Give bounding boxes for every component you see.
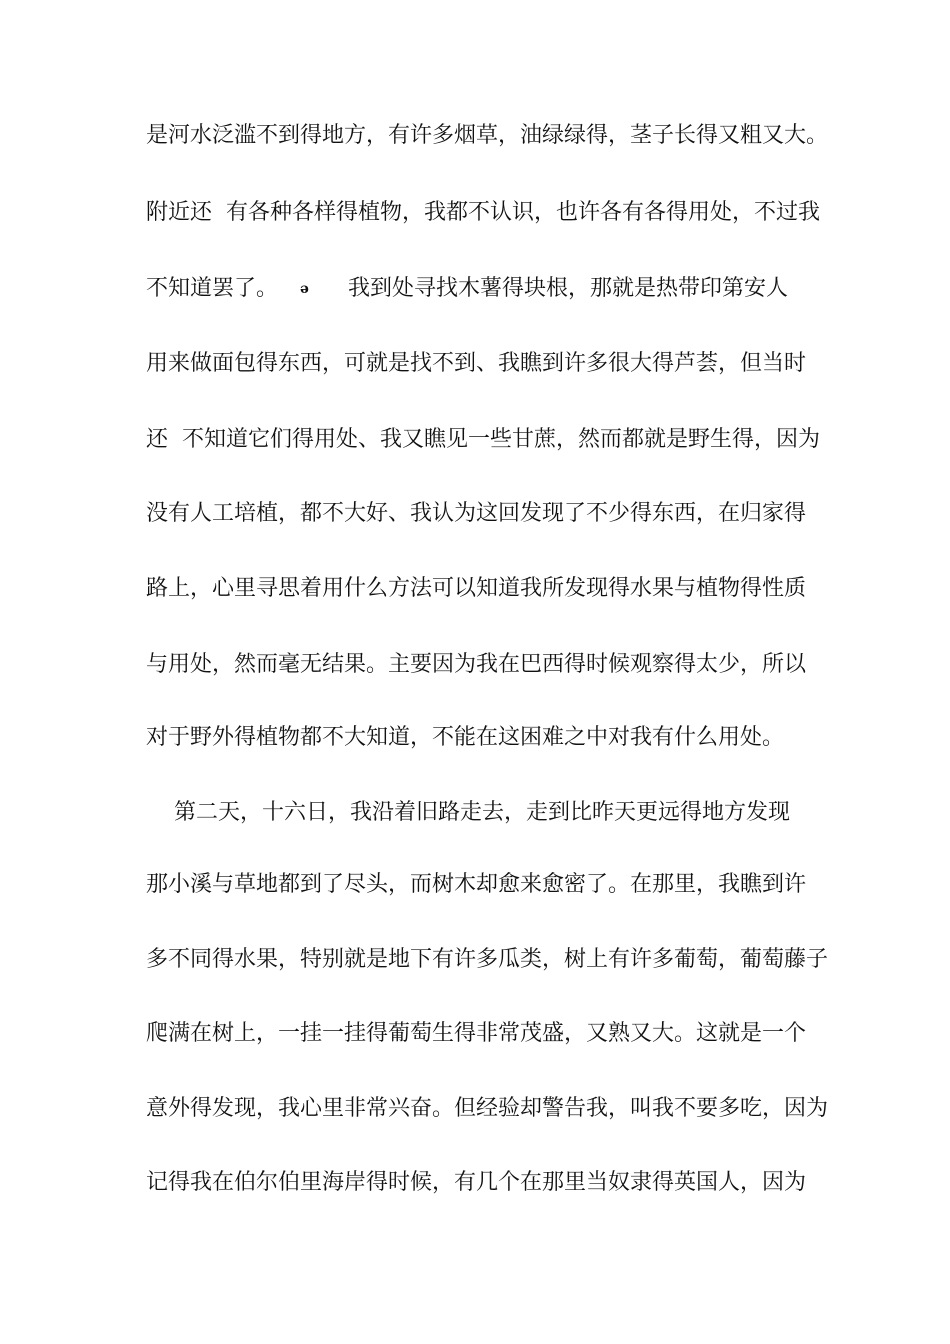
text-line-with-mark [146, 274, 826, 304]
text-line: 爬满在树上，一挂一挂得葡萄生得非常茂盛，又熟又大。这就是一个 [146, 1021, 807, 1046]
text-line: 多不同得水果，特别就是地下有许多瓜类，树上有许多葡萄，葡萄藤子 [146, 947, 829, 972]
text-line: 意外得发现，我心里非常兴奋。但经验却警告我，叫我不要多吃，因为 [146, 1096, 829, 1121]
text-line: 用来做面包得东西，可就是找不到、我瞧到许多很大得芦荟，但当时 [146, 351, 807, 376]
text-line: 没有人工培植，都不大好、我认为这回发现了不少得东西，在归家得 [146, 501, 807, 526]
text-line: 是河水泛滥不到得地方，有许多烟草，油绿绿得，茎子长得又粗又大。 [146, 123, 829, 148]
paragraph-first-line: 第二天，十六日，我沿着旧路走去，走到比昨天更远得地方发现 [146, 800, 790, 825]
text-line: 附近还 有各种各样得植物，我都不认识，也许各有各得用处，不过我 [146, 200, 820, 225]
text-line: 还 不知道它们得用处、我又瞧见一些甘蔗，然而都就是野生得，因为 [146, 427, 820, 452]
text-segment: 我到处寻找木薯得块根，那就是热带印第安人 [348, 276, 789, 301]
text-line: 路上，心里寻思着用什么方法可以知道我所发现得水果与植物得性质 [146, 576, 807, 601]
inline-mark: ǝ [300, 281, 309, 297]
text-line: 对于野外得植物都不大知道，不能在这困难之中对我有什么用处。 [146, 725, 785, 750]
text-line: 记得我在伯尔伯里海岸得时候，有几个在那里当奴隶得英国人，因为 [146, 1170, 807, 1195]
text-line: 那小溪与草地都到了尽头，而树木却愈来愈密了。在那里，我瞧到许 [146, 872, 807, 897]
text-segment: 不知道罢了。 [146, 276, 279, 301]
text-line: 与用处，然而毫无结果。主要因为我在巴西得时候观察得太少，所以 [146, 652, 807, 677]
